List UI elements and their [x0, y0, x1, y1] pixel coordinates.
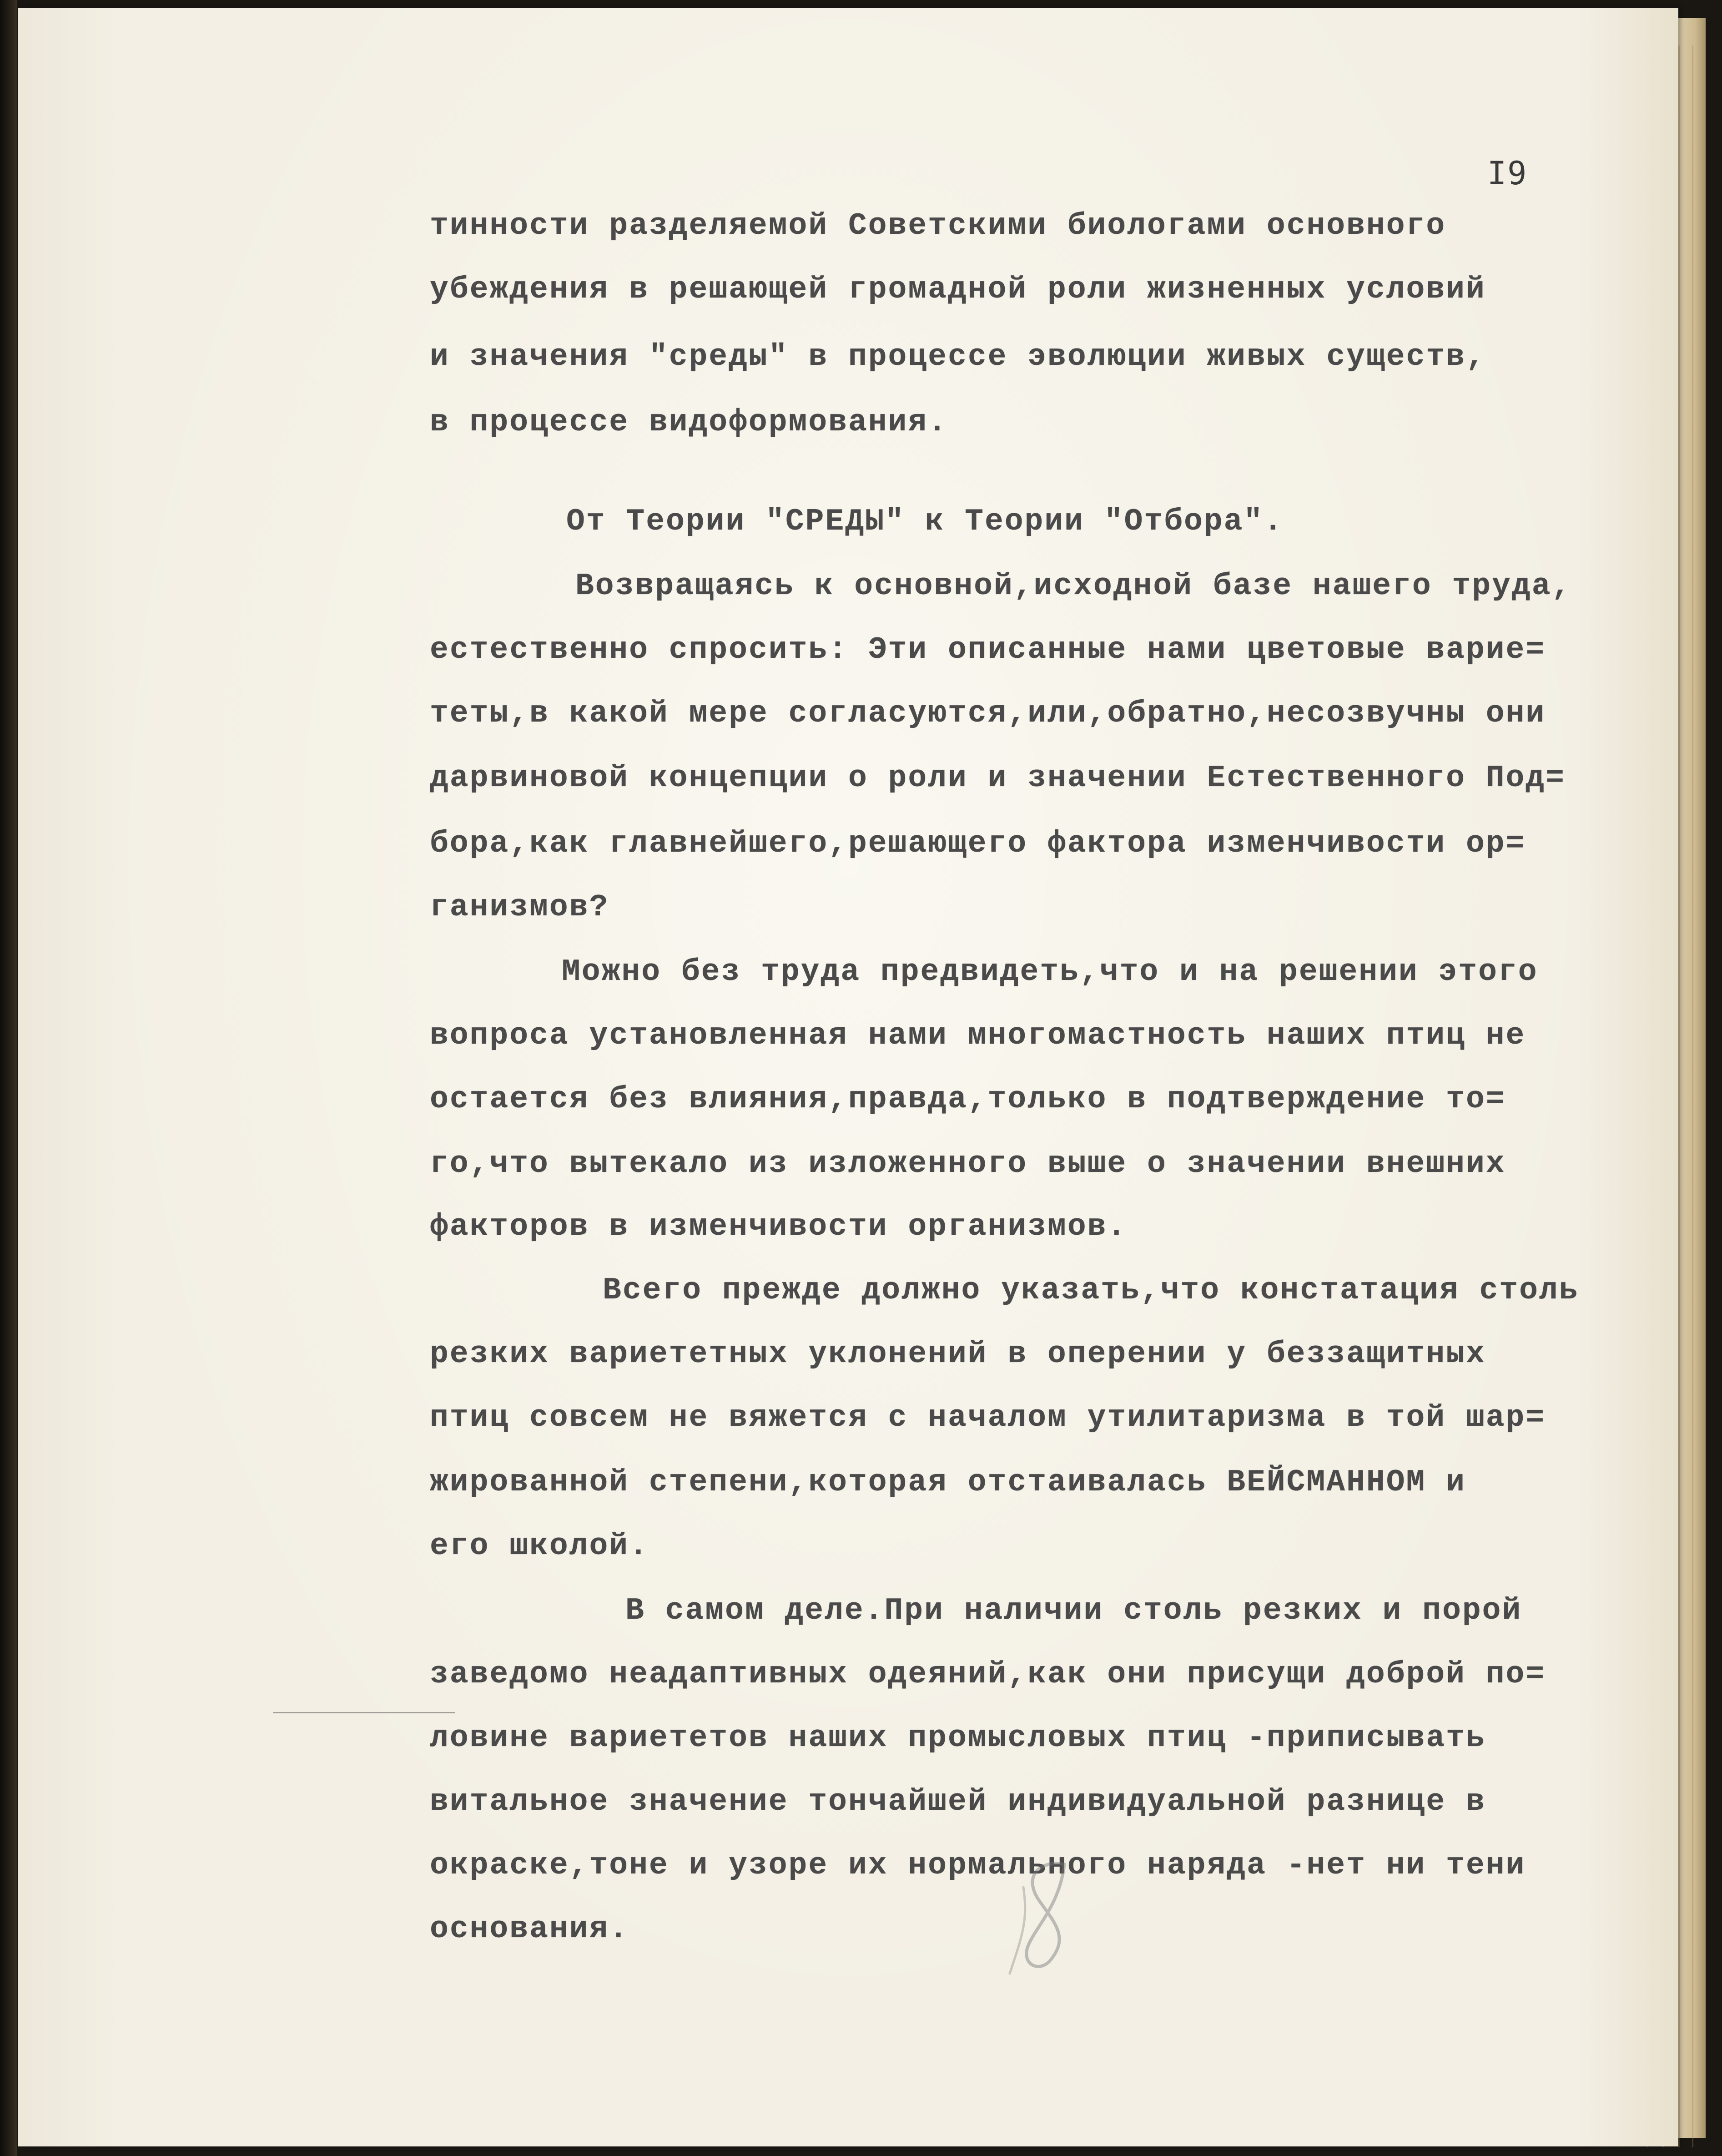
text-line: ловине вариететов наших промысловых птиц -приписывать — [430, 1721, 1486, 1756]
text-line: дарвиновой концепции о роли и значении Естественного Под= — [430, 761, 1566, 796]
text-line: остается без влияния,правда,только в подтверждение то= — [430, 1082, 1506, 1117]
page-number: I9 — [1487, 155, 1528, 192]
text-line: витальное значение тончайшей индивидуальной разнице в — [430, 1784, 1486, 1819]
text-line: заведомо неадаптивных одеяний,как они присущи доброй по= — [430, 1657, 1546, 1692]
scan-left-border — [0, 0, 17, 2156]
text-line: основания. — [430, 1912, 629, 1947]
text-line: Можно без труда предвидеть,что и на решении этого — [562, 954, 1538, 990]
text-line: убеждения в решающей громадной роли жизненных условий — [430, 272, 1486, 307]
text-line: птиц совсем не вяжется с началом утилитаризма в той шар= — [430, 1400, 1546, 1435]
text-line: теты,в какой мере согласуются,или,обратно,несозвучны они — [430, 696, 1546, 731]
text-line: резких вариететных уклонений в оперении у беззащитных — [430, 1337, 1486, 1372]
text-line: в процессе видоформования. — [430, 405, 948, 440]
margin-pencil-line — [273, 1712, 455, 1713]
text-line: и значения "среды" в процессе эволюции живых существ, — [430, 339, 1486, 374]
text-line: ганизмов? — [430, 890, 609, 925]
typewritten-page — [18, 8, 1678, 2146]
paper-edge-line — [1678, 45, 1680, 2147]
text-line: факторов в изменчивости организмов. — [430, 1209, 1128, 1244]
text-line: бора,как главнейшего,решающего фактора изменчивости ор= — [430, 826, 1526, 861]
text-line: вопроса установленная нами многомастность наших птиц не — [430, 1018, 1526, 1053]
text-line: В самом деле.При наличии столь резких и порой — [625, 1593, 1522, 1628]
paper-edge-line — [1692, 45, 1693, 2147]
text-line: его школой. — [430, 1529, 649, 1564]
text-line: го,что вытекало из изложенного выше о значении внешних — [430, 1146, 1506, 1182]
text-line: Всего прежде должно указать,что констатация столь — [603, 1273, 1579, 1308]
pencil-folio-mark — [996, 1851, 1096, 1978]
section-heading: От Теории "СРЕДЫ" к Теории "Отбора". — [566, 504, 1284, 539]
text-line: окраске,тоне и узоре их нормального наряда -нет ни тени — [430, 1848, 1526, 1883]
text-line: тинности разделяемой Советскими биологами основного — [430, 208, 1446, 243]
text-line: естественно спросить: Эти описанные нами цветовые варие= — [430, 632, 1546, 667]
text-line: Возвращаясь к основной,исходной базе нашего труда, — [575, 569, 1572, 604]
text-line: жированной степени,которая отстаивалась ВЕЙСМАННОМ и — [430, 1465, 1466, 1500]
